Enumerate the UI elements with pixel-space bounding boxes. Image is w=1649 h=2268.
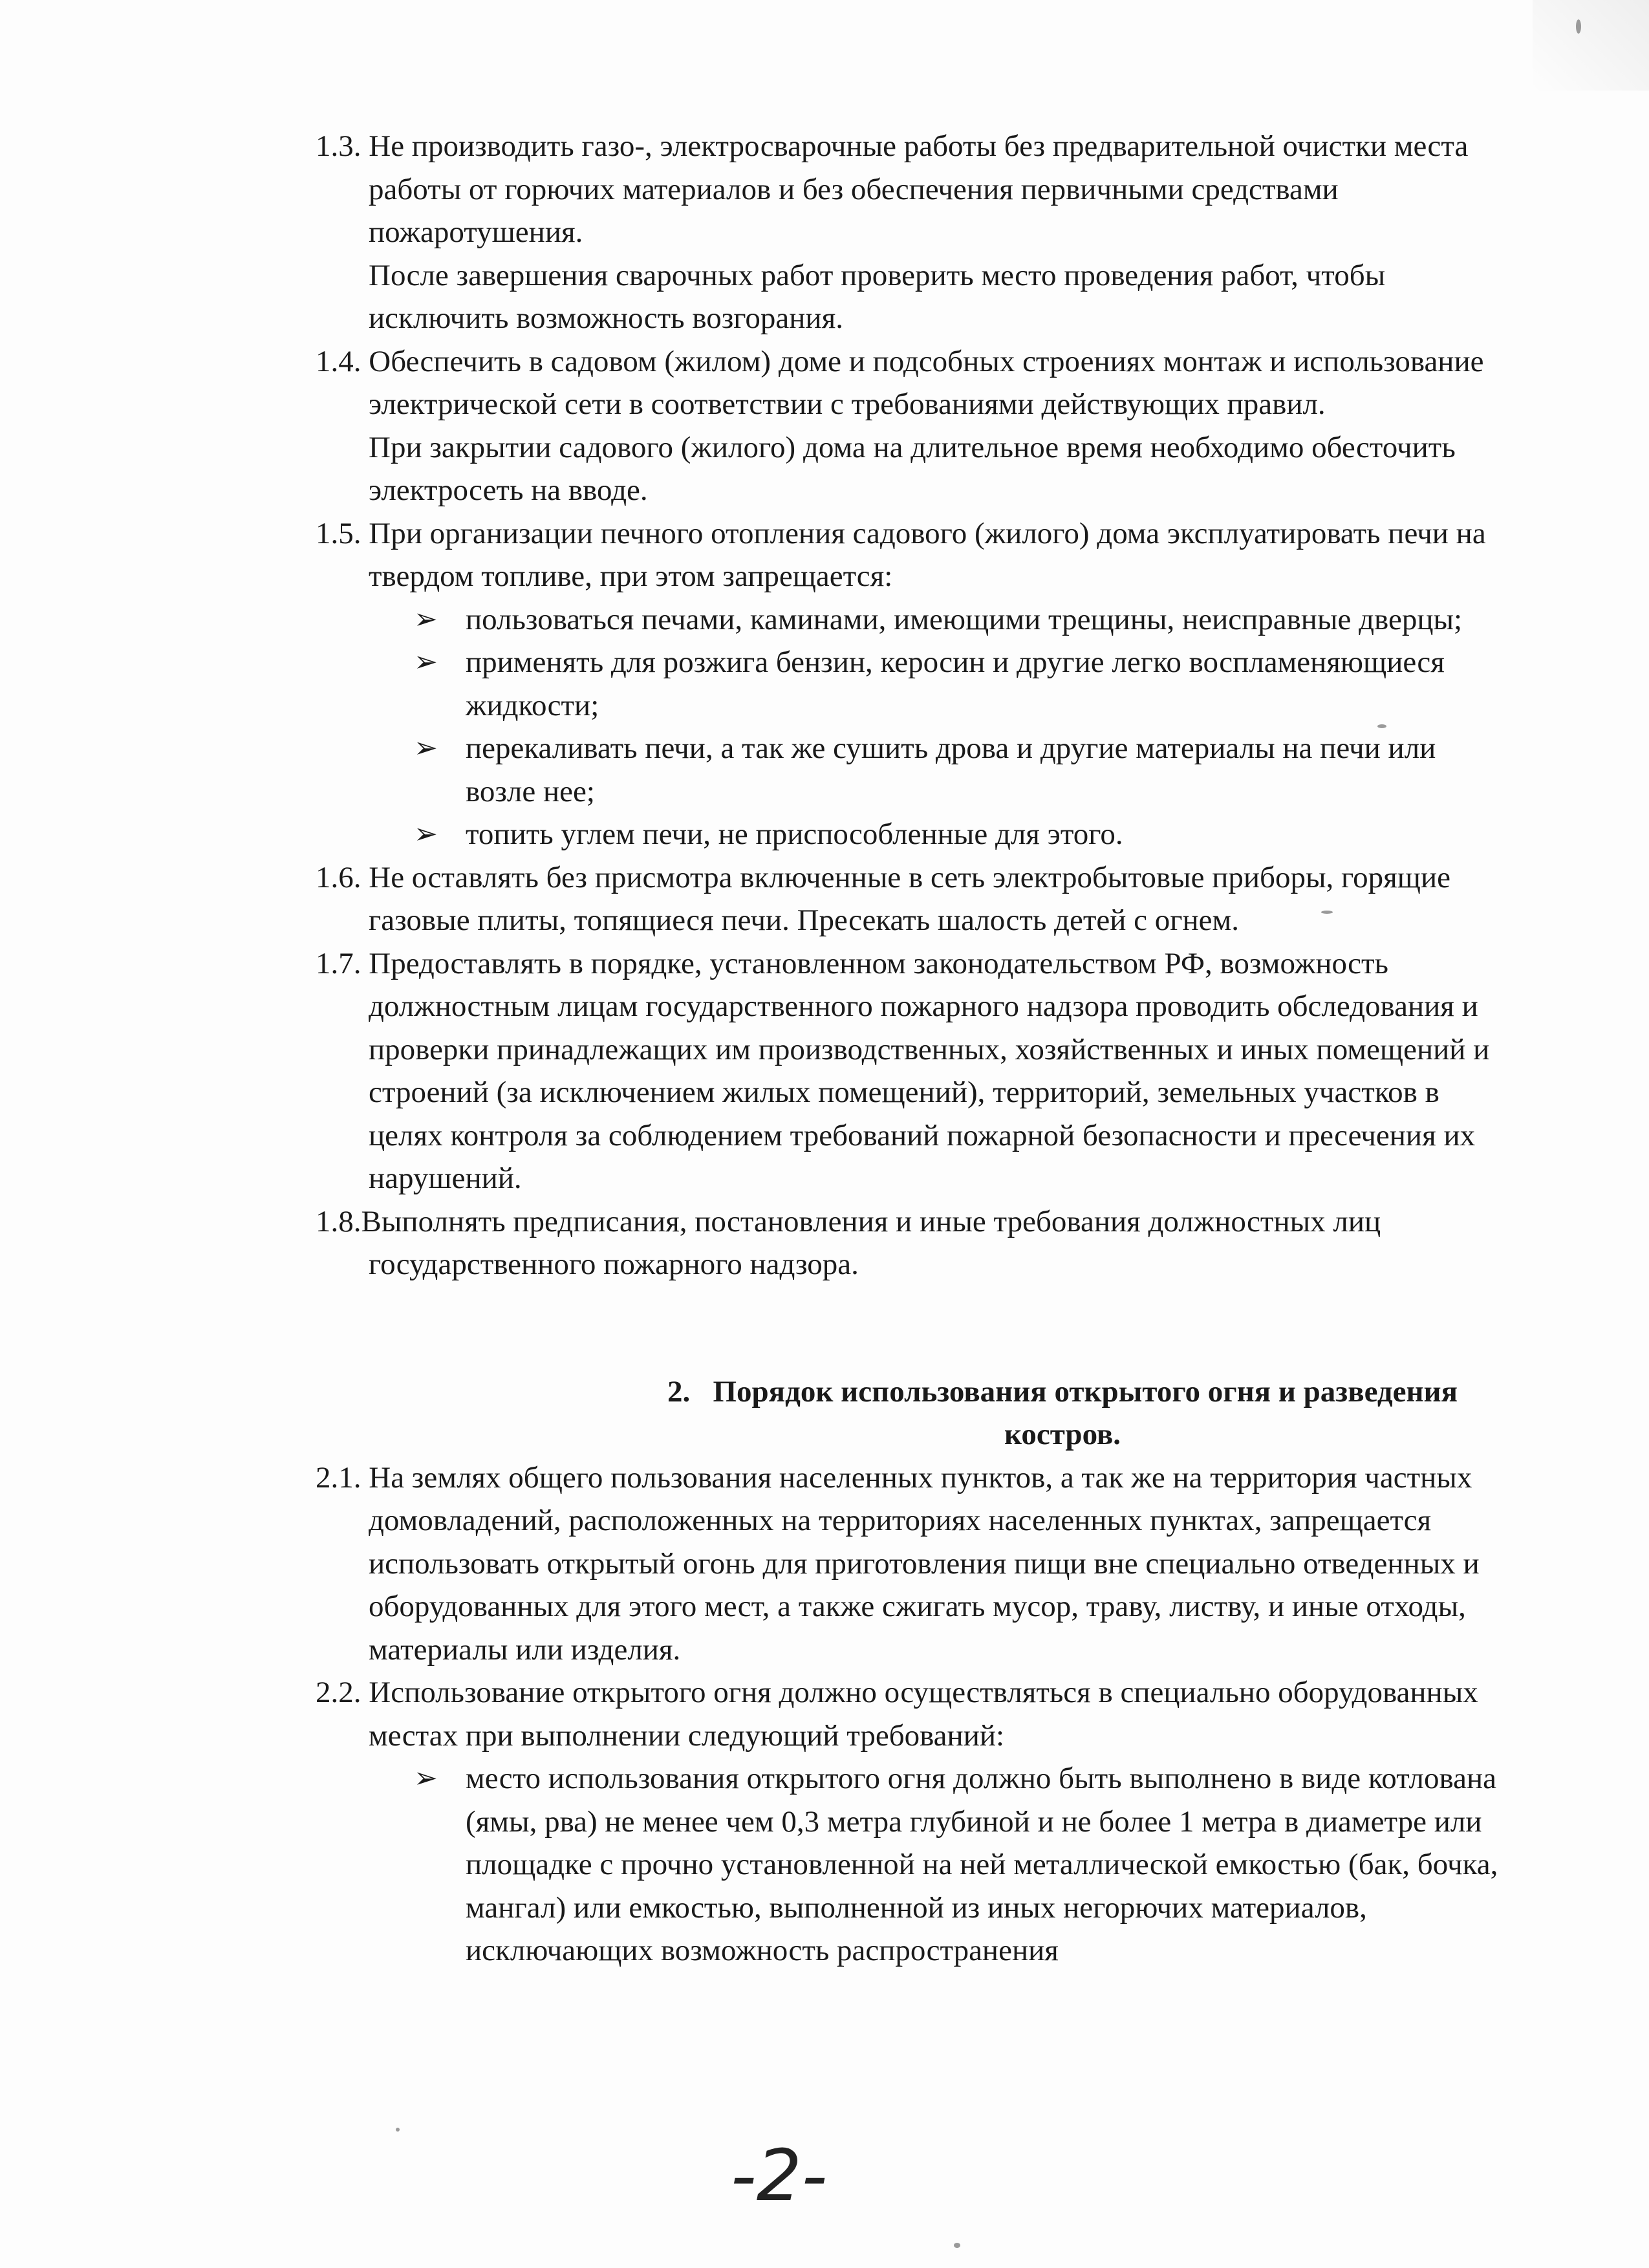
item-2-2 xyxy=(316,1671,1499,1757)
arrow-bullet-icon: ➢ xyxy=(414,1762,438,1794)
arrow-bullet-icon: ➢ xyxy=(414,646,438,678)
item-number: 1.7. xyxy=(316,946,361,980)
item-1-8 xyxy=(316,1200,1499,1286)
item-number: 1.4. xyxy=(316,344,361,378)
item-1-3-extra: После завершения сварочных работ проверить место проведения работ, чтобы исключить возможность возгорания. xyxy=(369,258,1386,335)
item-1-6 xyxy=(316,856,1499,942)
bullet-item xyxy=(414,727,1499,813)
section-number: 2. xyxy=(667,1374,691,1409)
item-1-5-bullet-list xyxy=(316,598,1499,856)
item-number: 1.6. xyxy=(316,860,361,894)
item-text: Предоставлять в порядке, установленном законодательством РФ, возможность должностным лицам государственного пожарного надзора проводить обследования и проверки принадлежащих им производственных, хозяйственных и иных помещений и строений (за исключением жилых помещений), территорий, земельных участков в целях контроля за соблюдением требований пожарной безопасности и пресечения их нарушений. xyxy=(369,946,1490,1195)
bullet-text: пользоваться печами, каминами, имеющими трещины, неисправные дверцы; xyxy=(466,602,1463,636)
item-1-5 xyxy=(316,512,1499,598)
bullet-item xyxy=(414,813,1499,856)
item-1-7 xyxy=(316,942,1499,1200)
arrow-bullet-icon: ➢ xyxy=(414,732,438,764)
bullet-item xyxy=(414,641,1499,727)
scan-speck xyxy=(1321,911,1333,914)
bullet-text: место использования открытого огня должно быть выполнено в виде котлована (ямы, рва) не менее чем 0,3 метра глубиной и не более 1 метра в диаметре или площадке с прочно установленной на ней металлической емкостью (бак, бочка, мангал) или емкостью, выполненной из иных негорючих материалов, исключающих возможность распространения xyxy=(466,1762,1498,1967)
item-number: 1.5. xyxy=(316,516,361,550)
arrow-bullet-icon: ➢ xyxy=(414,603,438,635)
bullet-item xyxy=(414,598,1499,642)
item-text: Не оставлять без присмотра включенные в сеть электробытовые приборы, горящие газовые плиты, топящиеся печи. Пресекать шалость детей с огнем. xyxy=(369,860,1450,937)
item-text: На землях общего пользования населенных пунктов, а так же на территория частных домовладений, расположенных на территориях населенных пунктах, запрещается использовать открытый огонь для приготовления пищи вне специально отведенных и оборудованных для этого мест, а также сжигать мусор, траву, листву, и иные отходы, материалы или изделия. xyxy=(369,1460,1480,1667)
section-title: Порядок использования открытого огня и разведения костров. xyxy=(713,1374,1458,1451)
page-number: -2- xyxy=(731,2134,828,2217)
item-number: 1.3. xyxy=(316,129,361,163)
item-1-4 xyxy=(316,340,1499,426)
bullet-text: топить углем печи, не приспособленные для этого. xyxy=(466,817,1123,851)
item-1-4-extra: При закрытии садового (жилого) дома на длительное время необходимо обесточить электросеть на вводе. xyxy=(369,430,1456,507)
item-number: 2.2. xyxy=(316,1676,361,1709)
item-text: Обеспечить в садовом (жилом) доме и подсобных строениях монтаж и использование электрической сети в соответствии с требованиями действующих правил. xyxy=(369,344,1484,421)
bullet-text: применять для розжига бензин, керосин и другие легко воспламеняющиеся жидкости; xyxy=(466,645,1445,722)
item-number: 2.1. xyxy=(316,1460,361,1495)
scan-edge-shadow xyxy=(1533,0,1649,91)
item-number: 1.8. xyxy=(316,1204,361,1238)
scan-speck xyxy=(954,2243,960,2248)
item-text: Использование открытого огня должно осуществляться в специально оборудованных местах при выполнении следующий требований: xyxy=(369,1676,1478,1753)
section-2-heading xyxy=(316,1370,1499,1456)
item-2-1 xyxy=(316,1456,1499,1672)
item-text: При организации печного отопления садового (жилого) дома эксплуатировать печи на твердом топливе, при этом запрещается: xyxy=(369,516,1486,593)
bullet-text: перекаливать печи, а так же сушить дрова и другие материалы на печи или возле нее; xyxy=(466,731,1436,808)
scan-speck xyxy=(396,2128,400,2132)
scan-speck xyxy=(1377,724,1386,728)
item-text: Выполнять предписания, постановления и иные требования должностных лиц государственного пожарного надзора. xyxy=(361,1204,1381,1281)
scan-speck xyxy=(1576,19,1581,34)
document-body xyxy=(316,125,1499,1972)
item-1-3 xyxy=(316,125,1499,254)
arrow-bullet-icon: ➢ xyxy=(414,818,438,850)
item-text: Не производить газо-, электросварочные работы без предварительной очистки места работы от горючих материалов и без обеспечения первичными средствами пожаротушения. xyxy=(369,129,1469,249)
bullet-item xyxy=(414,1757,1499,1972)
item-2-2-bullet-list xyxy=(316,1757,1499,1972)
